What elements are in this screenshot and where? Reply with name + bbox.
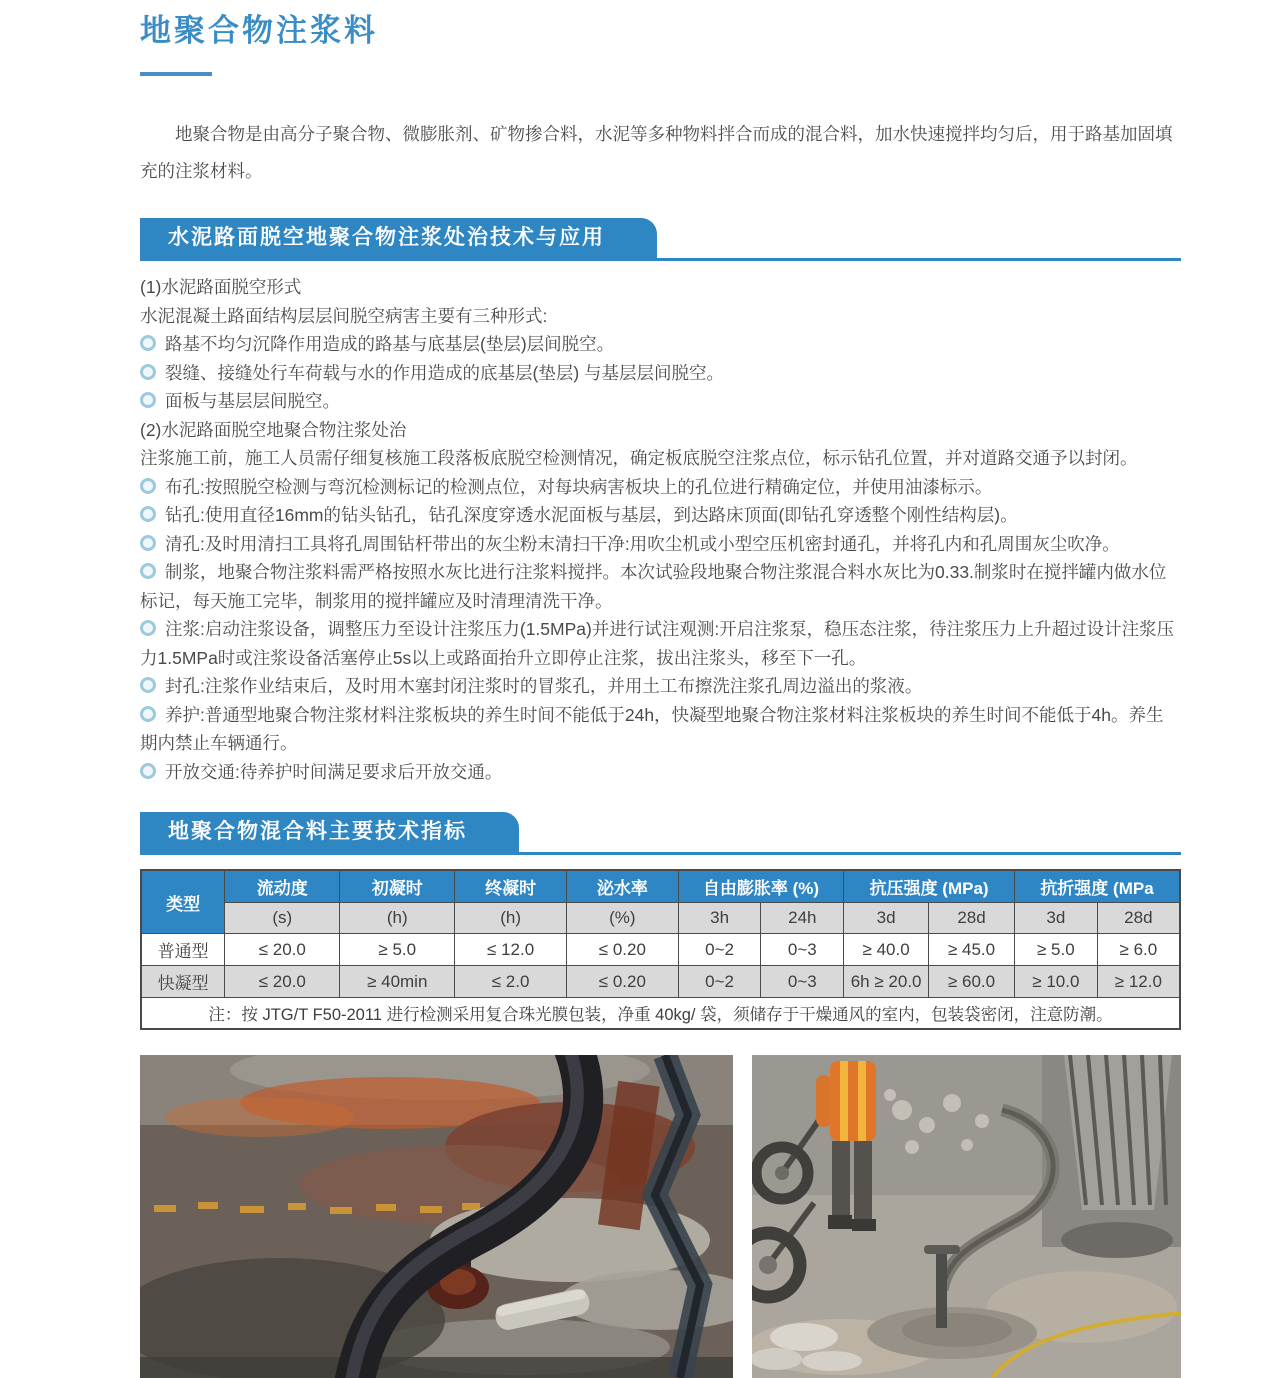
bullet-icon	[140, 506, 156, 522]
body-paragraph: 清孔:及时用清扫工具将孔周围钻杆带出的灰尘粉末清扫干净:用吹尘机或小型空压机密封通孔，并将孔内和孔周围灰尘吹净。	[140, 530, 1181, 559]
section1-banner: 水泥路面脱空地聚合物注浆处治技术与应用	[140, 218, 657, 258]
table-value-cell: ≤ 0.20	[566, 966, 678, 998]
photo-left-art	[140, 1055, 733, 1378]
table-subheader-cell: 28d	[1097, 903, 1180, 934]
body-paragraph: 封孔:注浆作业结束后，及时用木塞封闭注浆时的冒浆孔，并用土工布擦洗注浆孔周边溢出的浆液。	[140, 672, 1181, 701]
table-subheader-cell: 3d	[844, 903, 929, 934]
table-unit-cell: (h)	[340, 903, 455, 934]
section1-body	[140, 273, 1181, 786]
table-value-cell: ≥ 10.0	[1014, 966, 1097, 998]
table-value-cell: ≥ 5.0	[340, 934, 455, 966]
table-subheader-cell: 3h	[678, 903, 761, 934]
table-value-cell: ≥ 5.0	[1014, 934, 1097, 966]
bullet-icon	[140, 535, 156, 551]
table-note-row	[141, 998, 1180, 1030]
table-note-cell: 注：按 JTG/T F50-2011 进行检测采用复合珠光膜包装，净重 40kg/ 袋，须储存于干燥通风的室内，包装袋密闭，注意防潮。	[141, 998, 1180, 1030]
table-value-cell: ≥ 12.0	[1097, 966, 1180, 998]
table-header-group: 抗折强度 (MPa	[1014, 870, 1180, 903]
bullet-icon	[140, 335, 156, 351]
table-subheader-cell: 3d	[1014, 903, 1097, 934]
table-value-cell: ≤ 12.0	[455, 934, 567, 966]
body-paragraph: 路基不均匀沉降作用造成的路基与底基层(垫层)层间脱空。	[140, 330, 1181, 359]
bullet-icon	[140, 677, 156, 693]
body-paragraph: 水泥混凝土路面结构层层间脱空病害主要有三种形式:	[140, 305, 548, 326]
body-paragraph: 面板与基层层间脱空。	[140, 387, 1181, 416]
table-value-cell: ≥ 40.0	[844, 934, 929, 966]
bullet-icon	[140, 364, 156, 380]
table-value-cell: 0~3	[761, 966, 844, 998]
body-paragraph: 布孔:按照脱空检测与弯沉检测标记的检测点位，对每块病害板块上的孔位进行精确定位，并使用油漆标示。	[140, 473, 1181, 502]
section2-banner-row	[140, 812, 1181, 855]
table-row	[141, 934, 1180, 966]
table-header-cell: 泌水率	[566, 870, 678, 903]
table-value-cell: ≤ 2.0	[455, 966, 567, 998]
photo-right-art	[752, 1055, 1181, 1378]
table-value-cell: ≥ 40min	[340, 966, 455, 998]
body-paragraph: 养护:普通型地聚合物注浆材料注浆板块的养生时间不能低于24h，快凝型地聚合物注浆材料注浆板块的养生时间不能低于4h。养生期内禁止车辆通行。	[140, 704, 1164, 753]
title-underline-dash	[140, 72, 212, 76]
table-value-cell: 6h ≥ 20.0	[844, 966, 929, 998]
spec-table	[140, 869, 1181, 1030]
bullet-icon	[140, 478, 156, 494]
table-header-cell: 终凝时	[455, 870, 567, 903]
table-unit-cell: (h)	[455, 903, 567, 934]
table-value-cell: ≥ 6.0	[1097, 934, 1180, 966]
body-paragraph: (2)水泥路面脱空地聚合物注浆处治	[140, 419, 407, 440]
body-paragraph: (1)水泥路面脱空形式	[140, 277, 302, 297]
section2-banner: 地聚合物混合料主要技术指标	[140, 812, 519, 852]
body-paragraph: 裂缝、接缝处行车荷载与水的作用造成的底基层(垫层) 与基层层间脱空。	[140, 359, 1181, 388]
table-value-cell: ≤ 0.20	[566, 934, 678, 966]
body-paragraph: 开放交通:待养护时间满足要求后开放交通。	[140, 758, 1181, 787]
table-row-type: 普通型	[141, 934, 225, 966]
body-paragraph: 钻孔:使用直径16mm的钻头钻孔，钻孔深度穿透水泥面板与基层，到达路床顶面(即钻孔穿透整个刚性结构层)。	[140, 501, 1181, 530]
table-row-type: 快凝型	[141, 966, 225, 998]
table-value-cell: 0~2	[678, 966, 761, 998]
table-header-type: 类型	[141, 870, 225, 934]
bullet-icon	[140, 620, 156, 636]
bullet-icon	[140, 763, 156, 779]
table-unit-cell: (%)	[566, 903, 678, 934]
table-header-group: 抗压强度 (MPa)	[844, 870, 1015, 903]
bullet-icon	[140, 563, 156, 579]
table-value-cell: 0~3	[761, 934, 844, 966]
worker-grouting-construction-site-photo	[752, 1055, 1181, 1378]
table-value-cell: 0~2	[678, 934, 761, 966]
section1-banner-row	[140, 218, 1181, 261]
table-value-cell: ≥ 60.0	[929, 966, 1015, 998]
body-paragraph: 制浆，地聚合物注浆料需严格按照水灰比进行注浆料搅拌。本次试验段地聚合物注浆混合料水灰比为0.33.制浆时在搅拌罐内做水位标记，每天施工完毕，制浆用的搅拌罐应及时清理清洗干净。	[140, 562, 1167, 611]
table-value-cell: ≥ 45.0	[929, 934, 1015, 966]
page-title: 地聚合物注浆料	[140, 13, 378, 48]
table-header-group: 自由膨胀率 (%)	[678, 870, 843, 903]
intro-paragraph: 地聚合物是由高分子聚合物、微膨胀剂、矿物掺合料，水泥等多种物料拌合而成的混合料，加水快速搅拌均匀后，用于路基加固填充的注浆材料。	[140, 124, 1173, 181]
table-value-cell: ≤ 20.0	[225, 966, 340, 998]
table-row	[141, 966, 1180, 998]
grouting-hose-on-cement-pavement-photo	[140, 1055, 733, 1378]
body-paragraph: 注浆:启动注浆设备，调整压力至设计注浆压力(1.5MPa)并进行试注观测:开启注浆泵，稳压态注浆，待注浆压力上升超过设计注浆压力1.5MPa时或注浆设备活塞停止5s以上或路面抬升立即停止注浆，拔出注浆头，移至下一孔。	[140, 619, 1175, 668]
table-header-cell: 初凝时	[340, 870, 455, 903]
table-subheader-cell: 24h	[761, 903, 844, 934]
table-subheader-cell: 28d	[929, 903, 1015, 934]
table-value-cell: ≤ 20.0	[225, 934, 340, 966]
photo-row	[140, 1055, 1181, 1378]
table-unit-cell: (s)	[225, 903, 340, 934]
body-paragraph: 注浆施工前，施工人员需仔细复核施工段落板底脱空检测情况，确定板底脱空注浆点位，标示钻孔位置，并对道路交通予以封闭。	[140, 448, 1138, 468]
table-header-cell: 流动度	[225, 870, 340, 903]
bullet-icon	[140, 706, 156, 722]
bullet-icon	[140, 392, 156, 408]
